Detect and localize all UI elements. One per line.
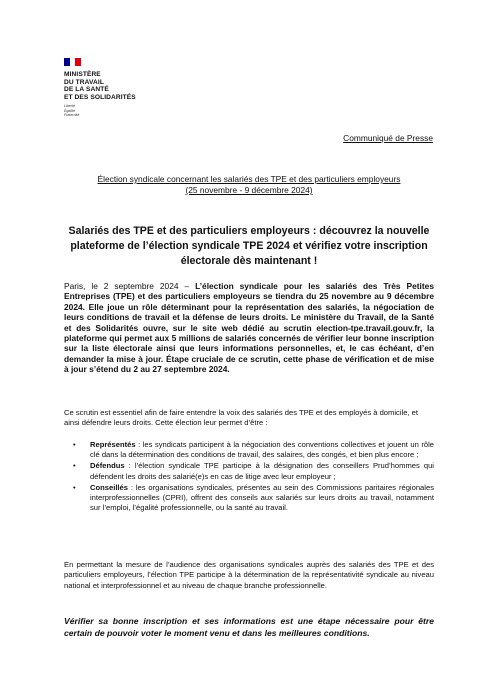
election-title: Élection syndicale concernant les salariés des TPE et des particuliers employeurs (25 novembre - 9 décembre 2024) [97, 174, 401, 195]
bullet-icon: • [73, 482, 76, 492]
ministry-name: MINISTÈRE DU TRAVAIL DE LA SANTÉ ET DES SOLIDARITÉS [64, 71, 136, 101]
bullet-icon: • [73, 440, 76, 449]
list-item-text: : les syndicats participent à la négociation des conventions collectives et jouent un rôle clé dans la détermination des conditions de travail, des salaires, des congés, et bien plus encore ; [90, 440, 434, 460]
list-item-term: Conseillés [90, 482, 128, 492]
benefits-list [64, 440, 434, 514]
ministry-logo [64, 58, 184, 118]
list-item-text: : l’élection syndicale TPE participe à la désignation des conseillers Prud’hommes qui défendent les droits des salarié(e)s en cas de litige avec leur employeur ; [90, 461, 434, 481]
list-item-text: : les organisations syndicales, présentes au sein des Commissions paritaires régionales interprofessionnelles (CPRI), offrent des conseils aux salariés sur leurs droits au travail, notamment sur l’emploi, l’égalité professionnelle, ou la santé au travail. [90, 482, 434, 513]
bullet-icon: • [73, 461, 76, 471]
closing-statement: Vérifier sa bonne inscription et ses informations est une étape nécessaire pour être certain de pouvoir voter le moment venu et dans les meilleures conditions. [64, 616, 434, 638]
audience-paragraph: En permettant la mesure de l’audience des organisations syndicales auprès des salariés des TPE et des particuliers employeurs, l’élection TPE participe à la détermination de la représentativité syndicale au niveau national et interprofessionnel et au niveau de chaque branche professionnelle. [64, 560, 434, 590]
communique-label: Communiqué de Presse [343, 133, 433, 143]
list-item-term: Défendus [90, 461, 125, 471]
republic-motto: Liberté Égalité Fraternité [64, 104, 80, 118]
french-flag-icon [64, 58, 81, 66]
main-title: Salariés des TPE et des particuliers employeurs : découvrez la nouvelle plateforme de l’élection syndicale TPE 2024 et vérifiez votre inscription électorale dès maintenant ! [68, 225, 430, 267]
lead-body: L’élection syndicale pour les salariés des Très Petites Entreprises (TPE) et des particuliers employeurs se tiendra du 25 novembre au 9 décembre 2024. Elle joue un rôle déterminant pour la représentation des salariés, la négociation de leurs conditions de travail et la défense de leurs droits. Le ministère du Travail, de la Santé et des Solidarités ouvre, sur le site web dédié au scrutin election-tpe.travail.gouv.fr, la plateforme qui permet aux 5 millions de salariés concernés de vérifier leur bonne inscription sur la liste électorale ainsi que leurs informations personnelles, et, le cas échéant, d’en demander la mise à jour. Étape cruciale de ce scrutin, cette phase de vérification et de mise à jour s’étend du 2 au 27 septembre 2024. [64, 281, 434, 375]
list-item [64, 461, 434, 481]
list-item [64, 440, 434, 460]
lead-dateline: Paris, le 2 septembre 2024 – [64, 281, 196, 291]
list-item [64, 483, 434, 514]
intro-paragraph: Ce scrutin est essentiel afin de faire entendre la voix des salariés des TPE et des employés à domicile, et ainsi défendre leurs droits. Cette élection leur permet d’être : [64, 408, 418, 428]
list-item-term: Représentés [90, 440, 136, 449]
lead-paragraph [64, 281, 434, 375]
